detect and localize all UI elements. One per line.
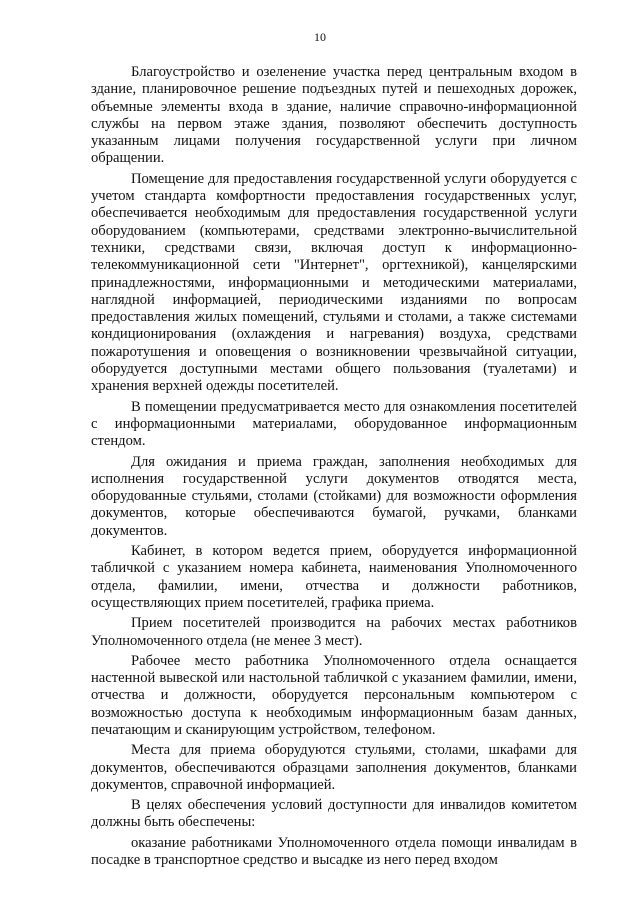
document-body xyxy=(91,64,577,872)
paragraph-landscaping: Благоустройство и озеленение участка перед центральным входом в здание, планировочное решение подъездных путей и пешеходных дорожек, объемные элементы входа в здание, наличие справочно-информационной службы на первом этаже здания, позволяют обеспечить доступность указанным лицами получения государственной услуги при личном обращении. xyxy=(91,64,577,167)
paragraph-waiting-area: Для ожидания и приема граждан, заполнения необходимых для исполнения государственной услуги документов отводятся места, оборудованные стульями, столами (стойками) для возможности оформления документов, которые обеспечиваются бумагой, ручками, бланками документов. xyxy=(91,453,577,539)
paragraph-reception-furniture: Места для приема оборудуются стульями, столами, шкафами для документов, обеспечиваются образцами заполнения документов, бланками документов, справочной информацией. xyxy=(91,742,577,793)
paragraph-reception-places: Прием посетителей производится на рабочих местах работников Уполномоченного отдела (не менее 3 мест). xyxy=(91,615,577,649)
paragraph-workplace: Рабочее место работника Уполномоченного отдела оснащается настенной вывеской или настольной табличкой с указанием фамилии, имени, отчества и должности, оборудуется персональным компьютером с возможностью доступа к необходимым информационным базам данных, печатающим и сканирующим устройством, телефоном. xyxy=(91,652,577,738)
paragraph-office-sign: Кабинет, в котором ведется прием, оборудуется информационной табличкой с указанием номера кабинета, наименования Уполномоченного отдела, фамилии, имени, отчества и должности работников, осуществляющих прием посетителей, графика приема. xyxy=(91,543,577,611)
paragraph-accessibility-intro: В целях обеспечения условий доступности для инвалидов комитетом должны быть обеспечены: xyxy=(91,797,577,831)
paragraph-disabled-assistance: оказание работниками Уполномоченного отдела помощи инвалидам в посадке в транспортное средство и высадке из него перед входом xyxy=(91,834,577,869)
paragraph-information-stand: В помещении предусматривается место для ознакомления посетителей с информационными материалами, оборудованное информационным стендом. xyxy=(91,398,577,450)
paragraph-premises-equipment: Помещение для предоставления государственной услуги оборудуется с учетом стандарта комфортности предоставления государственных услуг, обеспечивается необходимым для предоставления государственной услуги оборудованием (компьютерами, средствами электронно-вычислительной техники, средствами связи, включая доступ к информационно-телекоммуникационной сети "Интернет", оргтехникой), канцелярскими принадлежностями, информационными и методическими материалами, наглядной информацией, периодическими изданиями по вопросам предоставления жилых помещений, стульями и столами, а также системами кондиционирования (охлаждения и нагревания) воздуха, средствами пожаротушения и оповещения о возникновении чрезвычайной ситуации, оборудуется доступными местами общего пользования (туалетами) и хранения верхней одежды посетителей. xyxy=(91,170,577,395)
page-number: 10 xyxy=(314,30,326,44)
